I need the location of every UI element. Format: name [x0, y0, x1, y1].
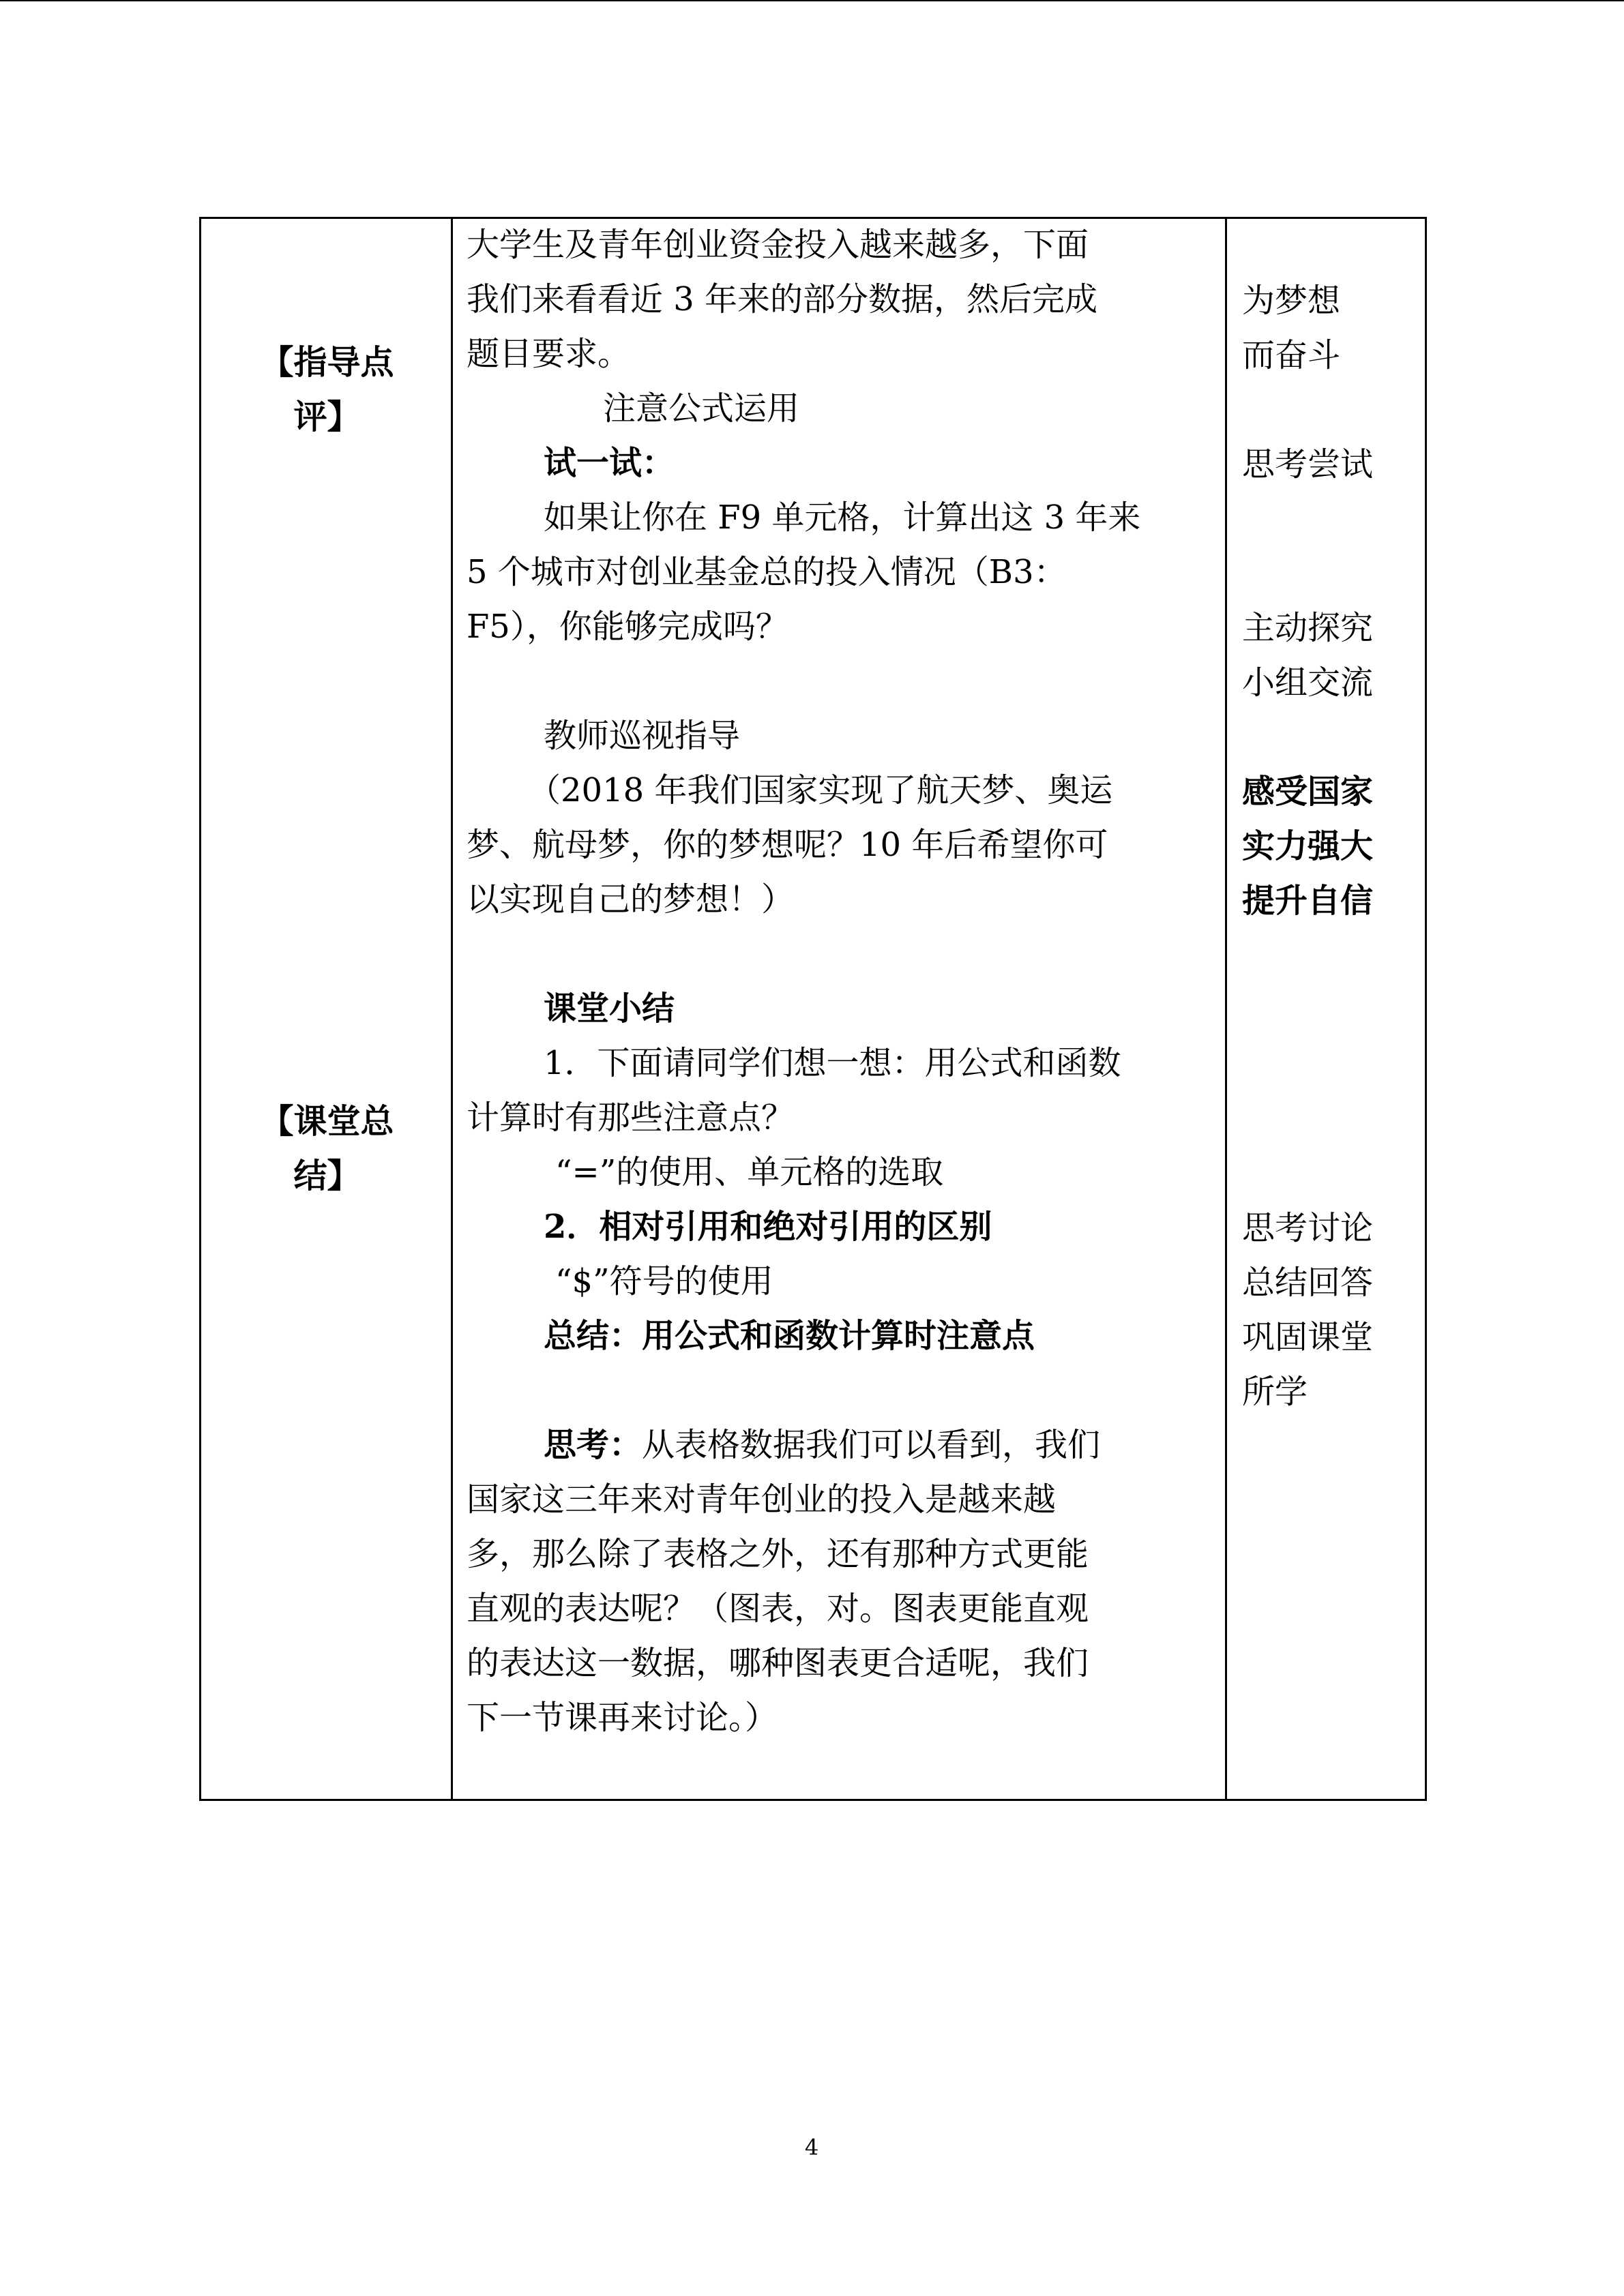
lesson-table	[199, 217, 1427, 1801]
content-line: “$”符号的使用	[555, 1262, 773, 1300]
content-line: 1．下面请同学们想一想：用公式和函数	[544, 1044, 1121, 1082]
page-top-border	[0, 0, 1624, 1]
content-line: 如果让你在 F9 单元格，计算出这 3 年来	[544, 498, 1141, 537]
content-line: 以实现自己的梦想！）	[467, 880, 795, 919]
content-line: 国家这三年来对青年创业的投入是越来越	[467, 1480, 1057, 1519]
try-heading: 试一试：	[544, 444, 675, 482]
content-line: 的表达这一数据，哪种图表更合适呢，我们	[467, 1644, 1089, 1682]
content-line: 注意公式运用	[603, 389, 800, 428]
content-line: 5 个城市对创业基金总的投入情况（B3：	[467, 553, 1067, 591]
thinking-line	[544, 1418, 1100, 1472]
label-summary: 【课堂总 结】	[260, 1101, 394, 1195]
activity-line: 提升自信	[1242, 882, 1374, 920]
content-line: （2018 年我们国家实现了航天梦、奥运	[528, 771, 1113, 809]
summary-heading: 课堂小结	[544, 989, 675, 1028]
activity-line: 小组交流	[1242, 664, 1374, 702]
activity-line: 为梦想	[1242, 282, 1341, 320]
content-line: 计算时有那些注意点？	[467, 1099, 795, 1137]
content-line: “=”的使用、单元格的选取	[555, 1153, 944, 1191]
content-line: 直观的表达呢？（图表，对。图表更能直观	[467, 1590, 1089, 1628]
activity-line: 思考尝试	[1242, 445, 1374, 483]
activity-line: 而奋斗	[1242, 336, 1341, 374]
activity-line: 巩固课堂	[1242, 1318, 1374, 1356]
content-line: 题目要求。	[467, 335, 631, 373]
content-line: 下一节课再来讨论。）	[467, 1699, 778, 1737]
content-line: 大学生及青年创业资金投入越来越多，下面	[467, 226, 1089, 264]
activity-column	[1226, 218, 1426, 1800]
content-line: F5），你能够完成吗？	[467, 608, 788, 646]
activity-line: 所学	[1242, 1373, 1308, 1411]
content-line: 教师巡视指导	[544, 717, 741, 755]
label-guidance: 【指导点 评】	[260, 342, 394, 436]
activity-line: 感受国家	[1242, 773, 1374, 811]
content-line: 多，那么除了表格之外，还有那种方式更能	[467, 1535, 1089, 1573]
activity-line: 思考讨论	[1242, 1209, 1374, 1247]
content-line: 梦、航母梦，你的梦想呢？10 年后希望你可	[467, 826, 1108, 864]
content-line: 我们来看看近 3 年来的部分数据，然后完成	[467, 280, 1098, 318]
label-column	[201, 218, 452, 1800]
content-line: 总结：用公式和函数计算时注意点	[544, 1317, 1035, 1355]
activity-line: 主动探究	[1242, 609, 1374, 647]
page-number: 4	[804, 2134, 819, 2160]
content-column	[452, 218, 1226, 1800]
thinking-text: 从表格数据我们可以看到，我们	[642, 1426, 1101, 1464]
thinking-label: 思考：	[544, 1426, 643, 1464]
content-line: 2．相对引用和绝对引用的区别	[544, 1208, 992, 1246]
activity-line: 总结回答	[1242, 1264, 1374, 1302]
activity-line: 实力强大	[1242, 827, 1374, 865]
